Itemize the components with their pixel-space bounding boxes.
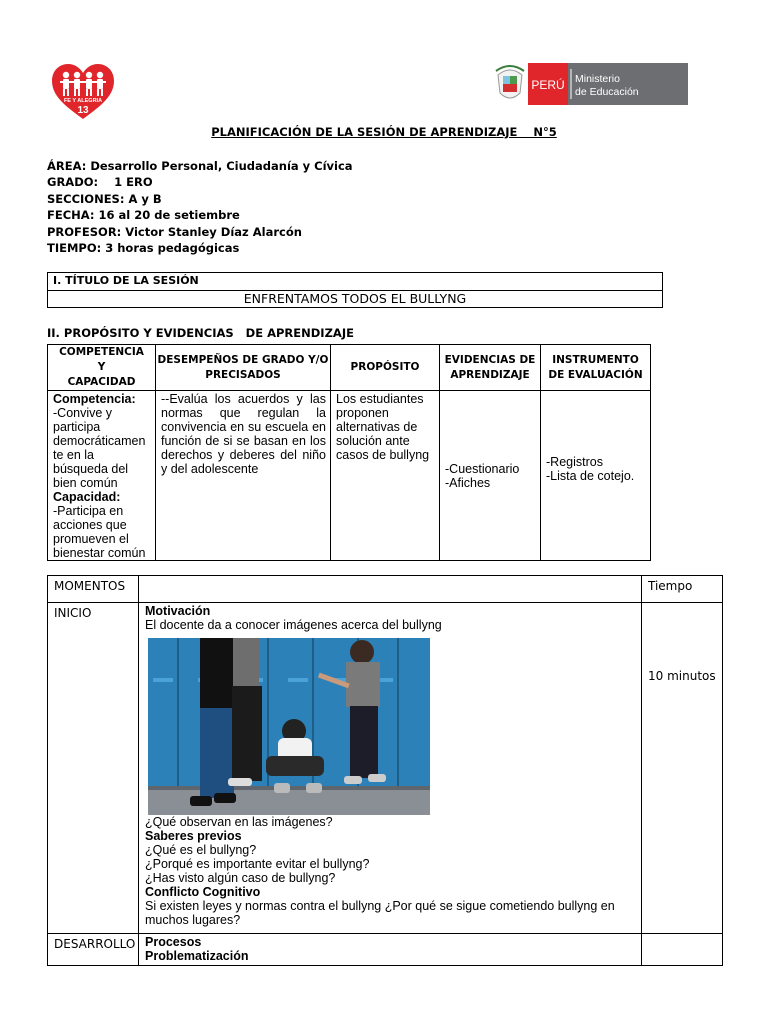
inicio-content (139, 603, 642, 934)
header-proposito: PROPÓSITO (331, 345, 440, 391)
saberes-questions (145, 843, 635, 885)
session-title: ENFRENTAMOS TODOS EL BULLYNG (48, 291, 663, 308)
competencia-label: Competencia: (53, 392, 136, 406)
peru-label: PERÚ (531, 78, 565, 92)
meta-tiempo: TIEMPO: 3 horas pedagógicas (47, 241, 240, 256)
student-figure-center (228, 638, 262, 786)
cell-desempenos: --Evalúa los acuerdos y las normas que regulan la convivencia en su escuela en función de si se basan en los derechos y deberes del niño y del adolescente (156, 391, 331, 561)
desarrollo-label: DESARROLLO (48, 934, 139, 966)
session-title-table (47, 272, 663, 308)
conflicto-heading: Conflicto Cognitivo (145, 885, 261, 899)
desarrollo-row (48, 934, 723, 966)
inicio-label: INICIO (48, 603, 139, 934)
header-evidencias: EVIDENCIAS DE APRENDIZAJE (440, 345, 541, 391)
logo-text: FE Y ALEGRIA (63, 98, 103, 104)
inicio-row (48, 603, 723, 934)
header-competencia: COMPETENCIA Y CAPACIDAD (48, 345, 156, 391)
header-instrumento: INSTRUMENTO DE EVALUACIÓN (541, 345, 651, 391)
section2-heading: II. PROPÓSITO Y EVIDENCIAS DE APRENDIZAJE (47, 326, 354, 340)
ministry-line1: Ministerio (575, 73, 620, 85)
header-tiempo: Tiempo (642, 576, 723, 603)
cell-competencia (48, 391, 156, 561)
list-item: ¿Has visto algún caso de bullyng? (145, 871, 336, 885)
meta-secciones: SECCIONES: A y B (47, 191, 162, 206)
ministerio-educacion-logo (494, 63, 688, 105)
moments-header-row (48, 576, 723, 603)
cell-instrumento: -Registros -Lista de cotejo. (541, 391, 651, 561)
saberes-heading: Saberes previos (145, 829, 242, 843)
bullying-photo (148, 638, 430, 815)
logo-number: 13 (77, 105, 89, 116)
observation-question: ¿Qué observan en las imágenes? (145, 815, 333, 829)
desarrollo-time (642, 934, 723, 966)
inicio-time: 10 minutos (642, 603, 723, 934)
ministry-line2: de Educación (575, 86, 639, 98)
meta-profesor: PROFESOR: Victor Stanley Díaz Alarcón (47, 224, 302, 239)
table-row (48, 391, 651, 561)
problematizacion-heading: Problematización (145, 949, 249, 963)
cell-evidencias: -Cuestionario -Afiches (440, 391, 541, 561)
header-desempenos: DESEMPEÑOS DE GRADO Y/O PRECISADOS (156, 345, 331, 391)
meta-grado: GRADO: 1 ERO (47, 175, 153, 190)
header-momentos: MOMENTOS (48, 576, 139, 603)
procesos-heading: Procesos (145, 935, 202, 949)
moments-table (47, 575, 723, 966)
coat-of-arms-icon (496, 66, 524, 98)
competencia-text: -Convive y participa democráticamen te en la búsqueda del bien común (53, 406, 146, 490)
cell-proposito: Los estudiantes proponen alternativas de solución ante casos de bullyng (331, 391, 440, 561)
session-meta (47, 158, 353, 256)
list-item: ¿Porqué es importante evitar el bullyng? (145, 857, 370, 871)
motivacion-heading: Motivación (145, 604, 211, 618)
list-item: ¿Qué es el bullyng? (145, 843, 257, 857)
capacidad-text: -Participa en acciones que promueven el bienestar común (53, 504, 146, 560)
fe-y-alegria-logo (50, 62, 116, 120)
meta-area: ÁREA: Desarrollo Personal, Ciudadanía y Cívica (47, 159, 353, 173)
conflicto-text: Si existen leyes y normas contra el bullyng ¿Por qué se sigue cometiendo bullyng en muchos lugares? (145, 899, 615, 927)
meta-fecha: FECHA: 16 al 20 de setiembre (47, 208, 240, 223)
motivacion-text: El docente da a conocer imágenes acerca del bullyng (145, 618, 442, 632)
purpose-evidence-table (47, 344, 651, 561)
heart-logo-icon (50, 62, 116, 120)
capacidad-label: Capacidad: (53, 490, 121, 504)
desarrollo-content (139, 934, 642, 966)
document-title: PLANIFICACIÓN DE LA SESIÓN DE APRENDIZAJE N°5 (211, 125, 557, 139)
table-header-row (48, 345, 651, 391)
section1-heading: I. TÍTULO DE LA SESIÓN (48, 273, 663, 291)
